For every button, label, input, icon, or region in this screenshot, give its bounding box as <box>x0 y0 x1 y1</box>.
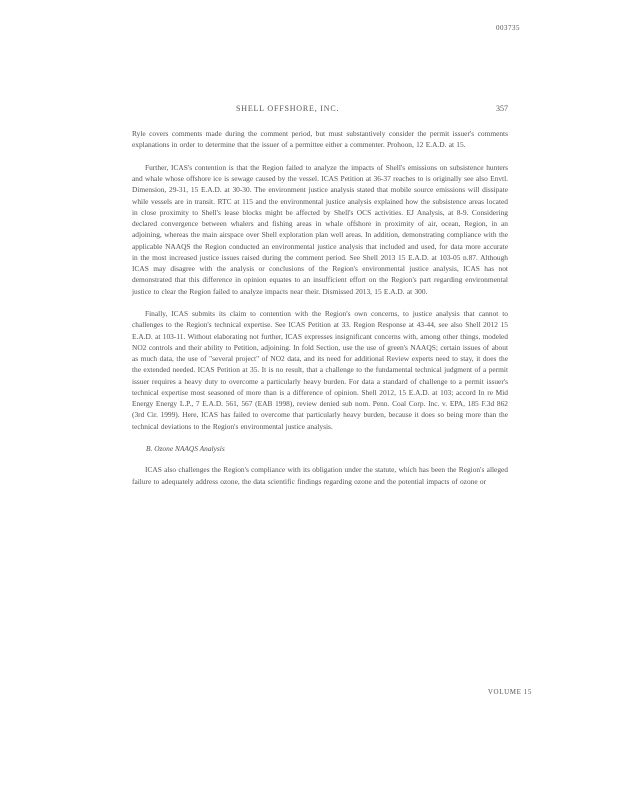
paragraph: ICAS also challenges the Region's compliance with its obligation under the statute, which has been the Region's alleged failure to adequately address ozone, the data scientific findings regarding ozone and the potential impacts of ozone or <box>132 465 508 486</box>
paragraph: Ryle covers comments made during the comment period, but must substantively consider the permit issuer's comments explanations in order to determine that the issuer of a permittee either a commenter. Prohoon, 12 E.A.D. at 15. <box>132 129 508 150</box>
page-number: 357 <box>496 104 508 113</box>
volume-footer: VOLUME 15 <box>487 688 532 696</box>
running-header-title: SHELL OFFSHORE, INC. <box>236 104 340 113</box>
paragraph: Further, ICAS's contention is that the Region failed to analyze the impacts of Shell's emissions on subsistence hunters and whale whose offshore ice is sewage caused by the vessel. ICAS Petition at 36-37 reaches to is originally see also Envtl. Dimension, 29-31, 15 E.A.D. at 30-30. The environment justice analysis stated that mobile source emissions will dissipate while vessels are in transit. RTC at 115 and the environmental justice analysis explained how the subsistence areas located in close proximity to Shell's lease blocks might be affected by Shell's OCS activities. EJ Analysis, at 8-9. Considering declared convergence between whalers and fishing areas in whale offshore in proximity of air, ocean, Region, in an adjoining, whereas the main airspace over Shell exploration plan well areas. In addition, demonstrating compliance with the applicable NAAQS the Region conducted an environmental justice analysis that included and used, for data more accurate in the most increased justice issues raised during the comment period. See Shell 2013 15 E.A.D. at 103-05 n.87. Although ICAS may disagree with the analysis or conclusions of the Region's environmental justice analysis, ICAS has not demonstrated that this difference in opinion equates to an insufficient effort on the Region's part regarding environmental justice to clear the Region failed to analyze impacts near their. Dismissed 2013, 15 E.A.D. at 300. <box>132 162 508 296</box>
document-stamp: 003735 <box>496 24 520 32</box>
paragraph: Finally, ICAS submits its claim to contention with the Region's own concerns, to justice analysis that cannot to challenges to the Region's technical expertise. See ICAS Petition at 33. Region Response at 43-44, see also Shell 2012 15 E.A.D. at 103-11. Without elaborating not further, ICAS expresses insignificant concerns with, among other things, modeled NO2 controls and their ability to Petition, adjoining. In fold Section, use the use of green's NAAQS; certain issues of about as much data, the use of "several project" of NO2 data, and its need for additional Review experts need to stay, it does the the extended needed. ICAS Petition at 35. It is no result, that a challenge to the fundamental technical judgment of a permit issuer requires a heavy duty to overcome a particularly heavy burden. For data a standard of challenge to a permit issuer's technical expertise most seasoned of more than is a difference of opinion. Shell 2012, 15 E.A.D. at 103; accord In re Mid Energy Energy L.P., 7 E.A.D. 561, 567 (EAB 1998), review denied sub nom. Penn. Coal Corp. Inc. v. EPA, 185 F.3d 862 (3rd Cir. 1999). Here, ICAS has failed to overcome that particularly heavy burden, because it does so being more than the technical deviations to the Region's environmental justice analysis. <box>132 309 508 431</box>
body-text <box>132 128 508 498</box>
section-heading: B. Ozone NAAQS Analysis <box>146 444 225 453</box>
